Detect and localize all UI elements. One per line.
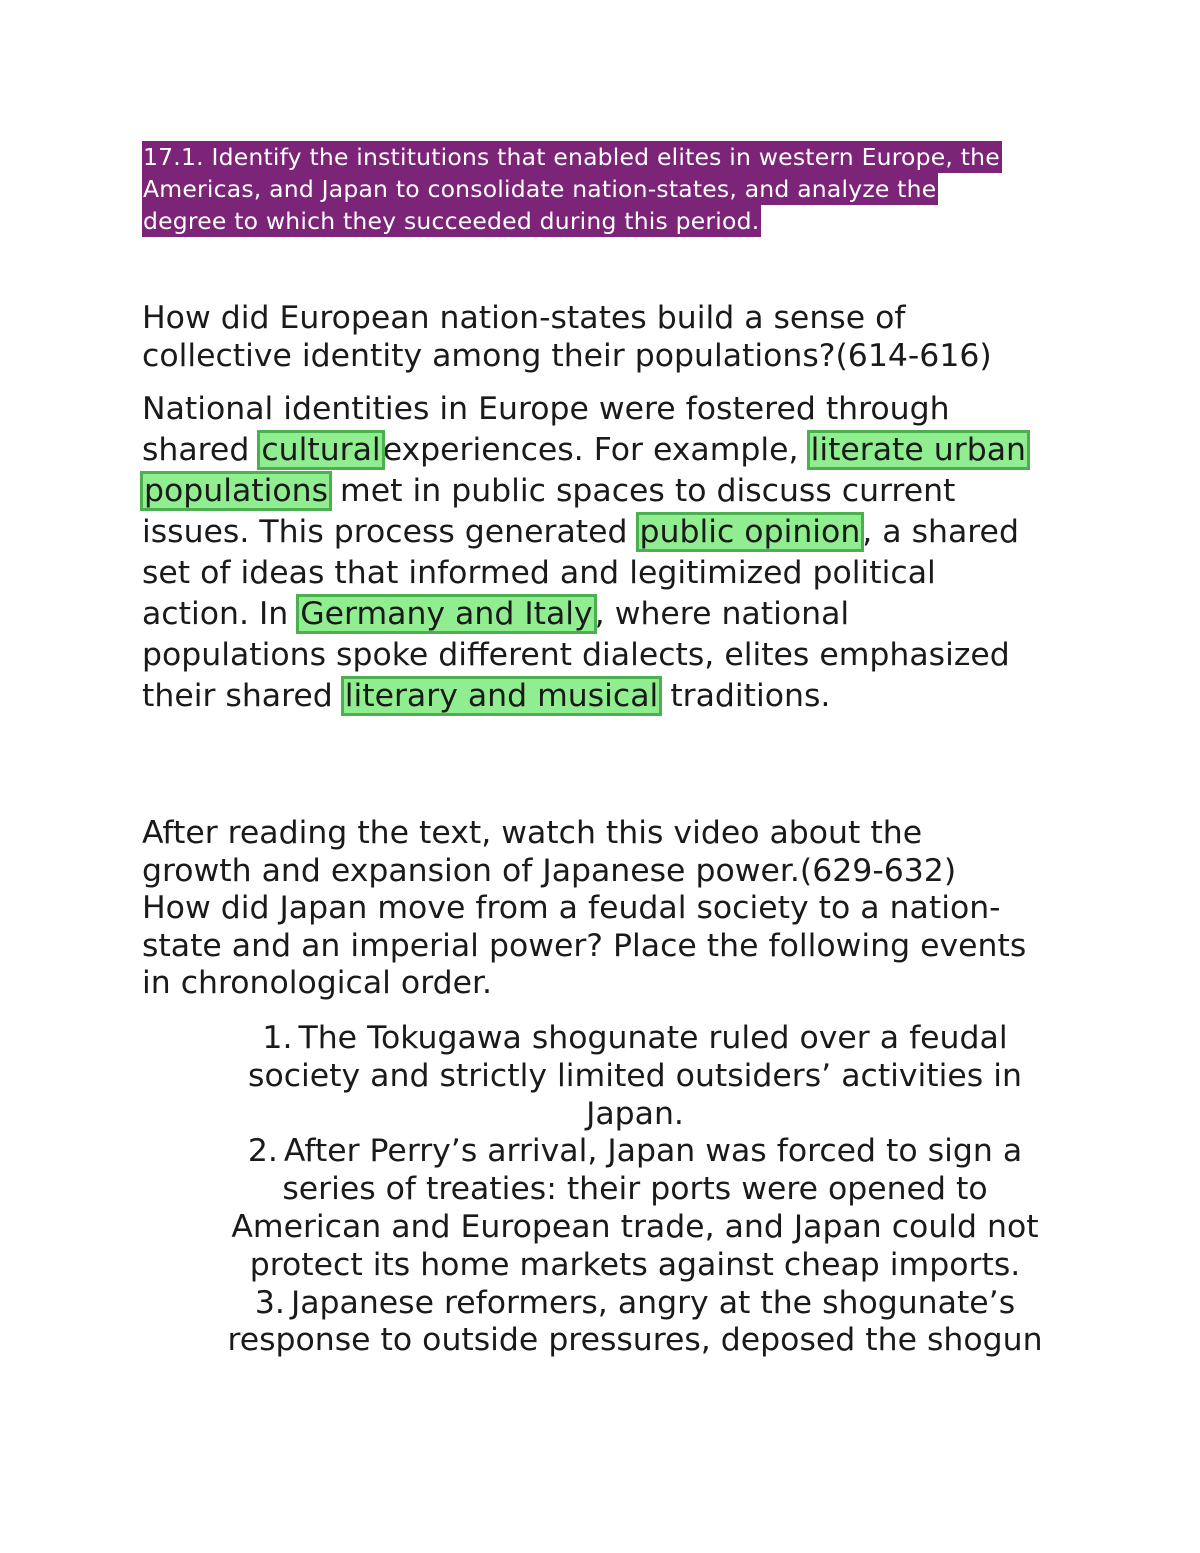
learning-objective	[142, 141, 1082, 237]
question-line: How did Japan move from a feudal society to a nation-	[142, 890, 1001, 926]
answer-line	[142, 430, 1082, 471]
event-text: American and European trade, and Japan could not	[231, 1208, 1039, 1245]
answer-european-identity	[142, 389, 1082, 717]
highlight-germany-italy: Germany and Italy	[300, 596, 593, 632]
question-line: How did European nation-states build a sense of	[142, 300, 906, 336]
question-european-identity	[142, 299, 1082, 375]
question-line: collective identity among their populations?(614-616)	[142, 338, 992, 374]
highlight-cultural: cultural	[261, 432, 381, 468]
objective-line: degree to which they succeeded during this period.	[143, 207, 760, 235]
highlight-literate-urban: literate urban	[810, 432, 1026, 468]
event-text: The Tokugawa shogunate ruled over a feudal	[298, 1020, 1008, 1056]
list-item	[200, 1285, 1070, 1361]
answer-text: experiences. For example,	[382, 432, 809, 468]
answer-line: populations spoke different dialects, elites emphasized	[142, 637, 1010, 673]
objective-line: Americas, and Japan to consolidate nation-states, and analyze the	[143, 175, 937, 203]
event-text: society and strictly limited outsiders’ activities in	[248, 1057, 1022, 1094]
answer-text: , a shared	[862, 514, 1019, 550]
event-text: After Perry’s arrival, Japan was forced to sign a	[283, 1133, 1023, 1170]
answer-line: set of ideas that informed and legitimized political	[142, 555, 936, 591]
event-text: Japan.	[586, 1095, 684, 1132]
list-number: 3.	[254, 1284, 285, 1321]
list-item	[200, 1020, 1070, 1133]
question-line: state and an imperial power? Place the following events	[142, 927, 1027, 964]
answer-line	[142, 471, 1082, 512]
question-japan-power	[142, 815, 1082, 1003]
list-number: 1.	[262, 1020, 293, 1056]
highlight-public-opinion: public opinion	[639, 514, 861, 550]
answer-line	[142, 676, 1082, 717]
answer-text: their shared	[142, 678, 343, 714]
answer-text: traditions.	[660, 678, 831, 714]
event-text: response to outside pressures, deposed the shogun	[227, 1322, 1043, 1359]
answer-text: shared	[142, 432, 260, 468]
answer-line	[142, 594, 1082, 635]
highlight-populations: populations	[144, 473, 329, 509]
event-text: series of treaties: their ports were opened to	[282, 1171, 988, 1208]
list-number: 2.	[247, 1133, 278, 1170]
event-text: Japanese reformers, angry at the shogunate’s	[290, 1284, 1016, 1321]
objective-line: 17.1. Identify the institutions that enabled elites in western Europe, the	[143, 143, 1000, 171]
chronological-events-list	[200, 1020, 1070, 1360]
list-item	[200, 1133, 1070, 1284]
answer-text: , where national	[594, 596, 850, 632]
answer-line: National identities in Europe were fostered through	[142, 391, 950, 427]
event-text: protect its home markets against cheap imports.	[249, 1246, 1021, 1283]
question-line: After reading the text, watch this video about the	[142, 815, 923, 851]
answer-text: action. In	[142, 596, 299, 632]
question-line: growth and expansion of Japanese power.(629-632)	[142, 852, 957, 889]
question-line: in chronological order.	[142, 965, 493, 1001]
highlight-literary-musical: literary and musical	[344, 678, 659, 714]
answer-text: met in public spaces to discuss current	[330, 473, 956, 509]
answer-line	[142, 512, 1082, 553]
answer-text: issues. This process generated	[142, 514, 638, 550]
